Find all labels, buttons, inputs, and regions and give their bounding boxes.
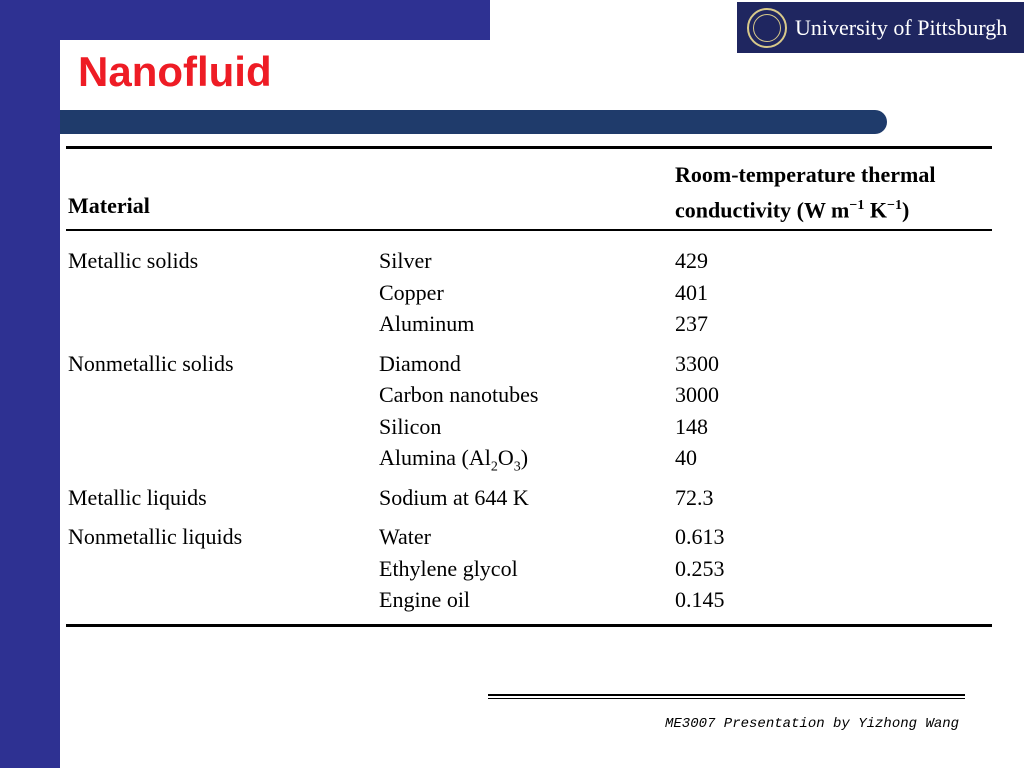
university-logo [737, 2, 1024, 53]
left-frame-bar [0, 0, 60, 768]
table-row [66, 348, 992, 380]
value-cell: 429 [675, 248, 708, 273]
table-group [66, 521, 992, 616]
header-conductivity: Room-temperature thermal conductivity (W $m^{-1}$ $K^{-1}$) [675, 162, 936, 223]
material-cell: Silver [379, 248, 432, 273]
table-row [66, 553, 992, 585]
value-cell: 0.145 [675, 587, 725, 612]
table-group [66, 482, 992, 514]
top-frame-bar [0, 0, 490, 40]
material-cell: Copper [379, 279, 444, 305]
category-cell: Metallic liquids [68, 484, 207, 510]
title-underline-bar [60, 110, 887, 134]
value-cell: 3300 [675, 350, 719, 376]
table-row [66, 308, 992, 340]
material-cell: Alumina $(Al_2O_3)$ [379, 445, 529, 475]
table-group [66, 348, 992, 474]
value-cell: 237 [675, 311, 708, 336]
category-cell: Nonmetallic solids [68, 350, 234, 376]
table-group [66, 245, 992, 340]
table-row [66, 277, 992, 309]
footer-text: ME3007 Presentation by Yizhong Wang [665, 716, 960, 732]
slide-title: Nanofluid [78, 48, 272, 95]
material-cell: Ethylene glycol [379, 555, 518, 581]
value-cell: 401 [675, 279, 708, 305]
material-cell: Diamond [379, 350, 461, 376]
material-cell: Silicon [379, 413, 442, 439]
table-row [66, 245, 992, 277]
category-cell: Nonmetallic liquids [68, 524, 243, 549]
header-material: Material [68, 193, 150, 218]
table-header [66, 149, 992, 229]
value-cell: 0.613 [675, 524, 725, 549]
table-row [66, 521, 992, 553]
table-row [66, 442, 992, 474]
category-cell: Metallic solids [68, 248, 199, 273]
material-cell: Water [379, 524, 431, 549]
material-cell: Engine oil [379, 587, 471, 612]
value-cell: 148 [675, 413, 708, 439]
value-cell: 72.3 [675, 484, 714, 510]
material-cell: Aluminum [379, 311, 475, 336]
material-cell: Sodium at 644 K [379, 484, 529, 510]
value-cell: 0.253 [675, 555, 725, 581]
table-row [66, 584, 992, 616]
table-row [66, 411, 992, 443]
footer-rule [488, 694, 965, 699]
material-cell: Carbon nanotubes [379, 382, 539, 407]
value-cell: 40 [675, 445, 697, 470]
university-seal-icon [747, 8, 787, 48]
table-row [66, 379, 992, 411]
thermal-conductivity-table [66, 146, 992, 627]
value-cell: 3000 [675, 382, 719, 407]
logo-text: University of Pittsburgh [795, 14, 1008, 40]
table-bottom-rule [66, 624, 992, 627]
table-row [66, 482, 992, 514]
